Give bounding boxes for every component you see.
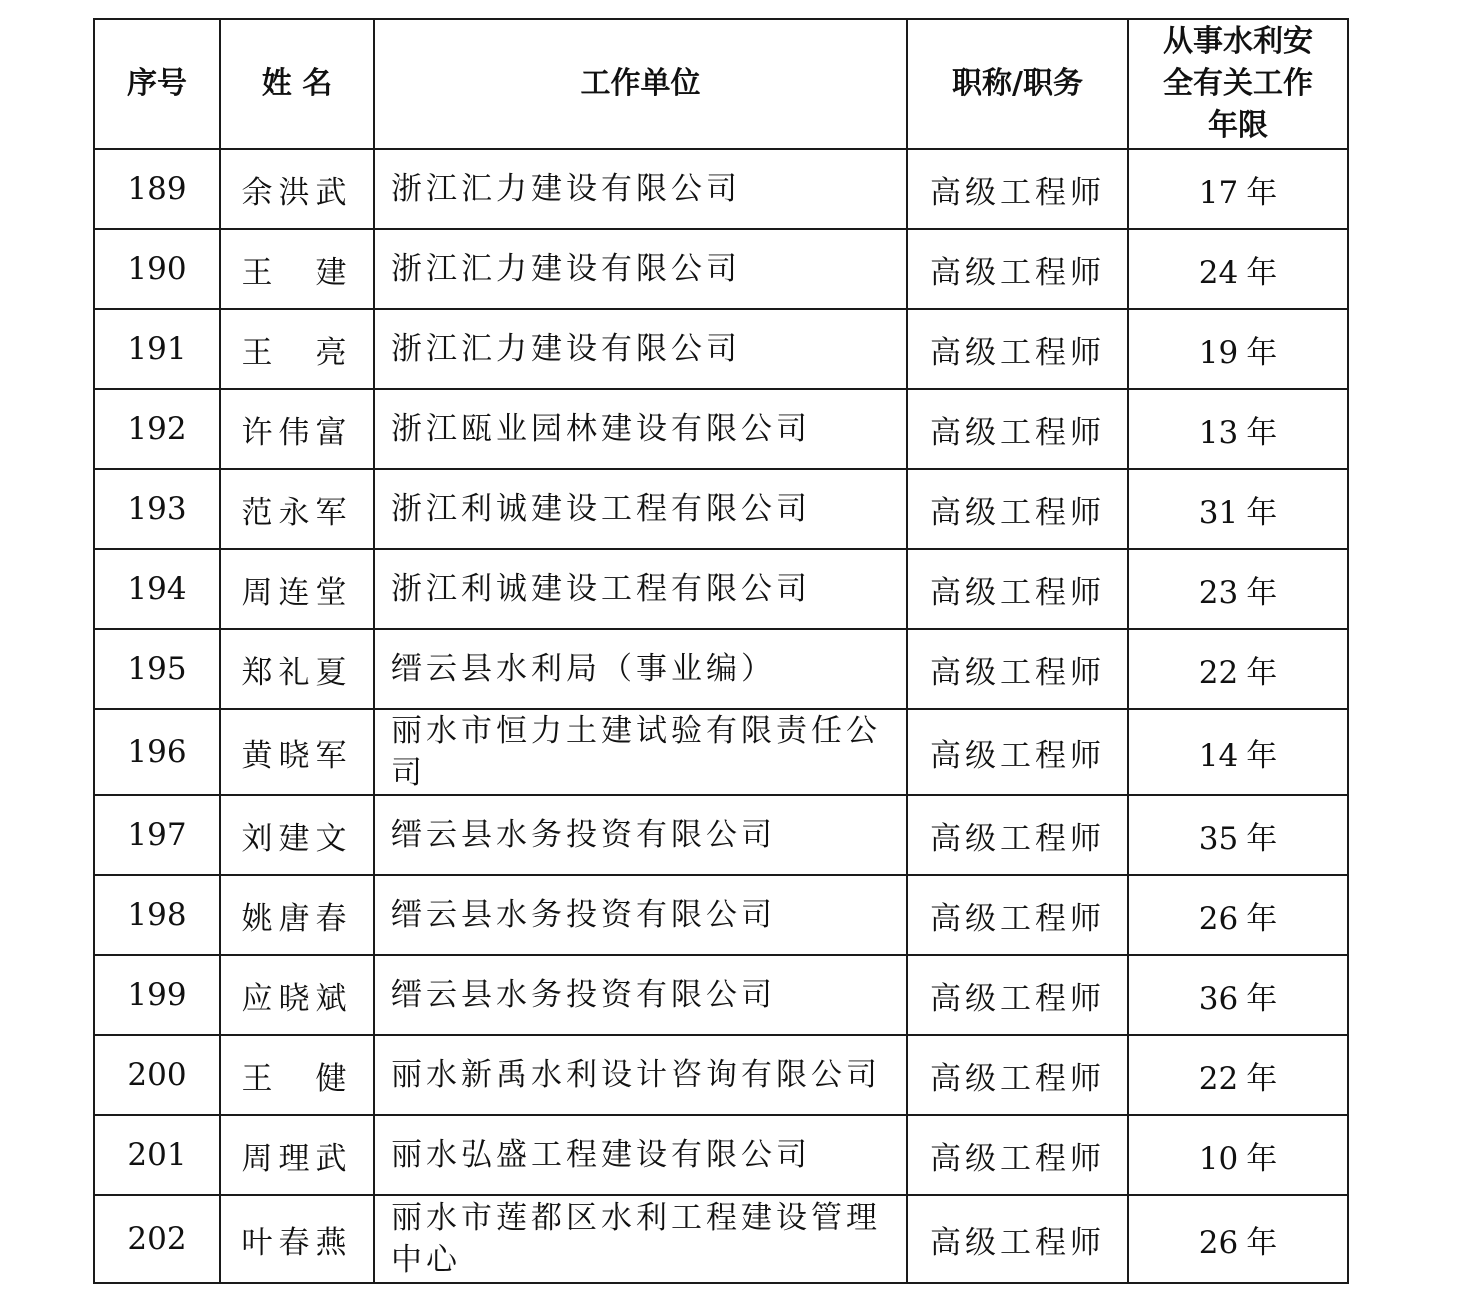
table-row <box>94 229 1348 309</box>
years-suffix: 年 <box>1246 414 1278 451</box>
years-value: 10 <box>1198 1140 1239 1177</box>
cell-name: 姚唐春 <box>220 875 374 955</box>
years-value: 35 <box>1198 820 1239 857</box>
cell-name: 王 亮 <box>220 309 374 389</box>
cell-seq: 202 <box>94 1195 220 1283</box>
years-suffix: 年 <box>1246 174 1278 211</box>
table-row <box>94 709 1348 795</box>
cell-years <box>1128 1035 1348 1115</box>
cell-unit: 丽水市莲都区水利工程建设管理中心 <box>374 1195 907 1283</box>
years-value: 22 <box>1198 654 1239 691</box>
table-row <box>94 149 1348 229</box>
cell-unit: 浙江瓯业园林建设有限公司 <box>374 389 907 469</box>
cell-unit: 浙江汇力建设有限公司 <box>374 229 907 309</box>
years-suffix: 年 <box>1246 1224 1278 1261</box>
cell-unit: 丽水弘盛工程建设有限公司 <box>374 1115 907 1195</box>
cell-title: 高级工程师 <box>907 955 1128 1035</box>
cell-name: 周连堂 <box>220 549 374 629</box>
cell-unit: 浙江汇力建设有限公司 <box>374 309 907 389</box>
header-unit: 工作单位 <box>374 19 907 149</box>
cell-years <box>1128 549 1348 629</box>
years-suffix: 年 <box>1246 980 1278 1017</box>
table-row <box>94 1035 1348 1115</box>
years-suffix: 年 <box>1246 1140 1278 1177</box>
years-value: 17 <box>1198 174 1239 211</box>
cell-name: 黄晓军 <box>220 709 374 795</box>
cell-seq: 200 <box>94 1035 220 1115</box>
years-suffix: 年 <box>1246 654 1278 691</box>
header-name: 姓 名 <box>220 19 374 149</box>
cell-unit: 丽水市恒力土建试验有限责任公司 <box>374 709 907 795</box>
cell-title: 高级工程师 <box>907 469 1128 549</box>
cell-unit: 浙江利诚建设工程有限公司 <box>374 469 907 549</box>
header-years <box>1128 19 1348 149</box>
personnel-list-sheet <box>93 18 1349 1284</box>
years-value: 22 <box>1198 1060 1239 1097</box>
cell-title: 高级工程师 <box>907 549 1128 629</box>
cell-name: 周理武 <box>220 1115 374 1195</box>
table-row <box>94 309 1348 389</box>
table-row <box>94 955 1348 1035</box>
table-row <box>94 389 1348 469</box>
personnel-table <box>93 18 1349 1284</box>
years-value: 23 <box>1198 574 1239 611</box>
years-value: 36 <box>1198 980 1239 1017</box>
cell-seq: 198 <box>94 875 220 955</box>
cell-title: 高级工程师 <box>907 629 1128 709</box>
cell-title: 高级工程师 <box>907 309 1128 389</box>
cell-seq: 197 <box>94 795 220 875</box>
cell-unit: 缙云县水务投资有限公司 <box>374 795 907 875</box>
cell-years <box>1128 1115 1348 1195</box>
cell-years <box>1128 469 1348 549</box>
header-years-label: 从事水利安全有关工作年限 <box>1163 24 1313 143</box>
cell-unit: 缙云县水利局（事业编） <box>374 629 907 709</box>
cell-title: 高级工程师 <box>907 709 1128 795</box>
cell-title: 高级工程师 <box>907 1195 1128 1283</box>
cell-name: 刘建文 <box>220 795 374 875</box>
cell-seq: 194 <box>94 549 220 629</box>
years-suffix: 年 <box>1246 737 1278 774</box>
cell-years <box>1128 709 1348 795</box>
cell-years <box>1128 229 1348 309</box>
cell-unit: 浙江汇力建设有限公司 <box>374 149 907 229</box>
cell-years <box>1128 629 1348 709</box>
cell-title: 高级工程师 <box>907 1035 1128 1115</box>
cell-seq: 189 <box>94 149 220 229</box>
years-value: 31 <box>1198 494 1239 531</box>
cell-seq: 190 <box>94 229 220 309</box>
cell-years <box>1128 389 1348 469</box>
years-value: 14 <box>1198 737 1239 774</box>
header-seq: 序号 <box>94 19 220 149</box>
cell-title: 高级工程师 <box>907 875 1128 955</box>
cell-unit: 浙江利诚建设工程有限公司 <box>374 549 907 629</box>
cell-title: 高级工程师 <box>907 1115 1128 1195</box>
cell-unit: 丽水新禹水利设计咨询有限公司 <box>374 1035 907 1115</box>
cell-seq: 199 <box>94 955 220 1035</box>
cell-years <box>1128 955 1348 1035</box>
table-row <box>94 795 1348 875</box>
table-row <box>94 1115 1348 1195</box>
years-value: 19 <box>1198 334 1239 371</box>
cell-name: 郑礼夏 <box>220 629 374 709</box>
table-row <box>94 469 1348 549</box>
cell-name: 范永军 <box>220 469 374 549</box>
table-header <box>94 19 1348 149</box>
table-row <box>94 549 1348 629</box>
years-value: 24 <box>1198 254 1239 291</box>
table-row <box>94 875 1348 955</box>
cell-seq: 196 <box>94 709 220 795</box>
cell-unit: 缙云县水务投资有限公司 <box>374 875 907 955</box>
cell-title: 高级工程师 <box>907 229 1128 309</box>
cell-years <box>1128 1195 1348 1283</box>
cell-years <box>1128 149 1348 229</box>
cell-title: 高级工程师 <box>907 389 1128 469</box>
cell-years <box>1128 875 1348 955</box>
years-suffix: 年 <box>1246 334 1278 371</box>
years-suffix: 年 <box>1246 574 1278 611</box>
cell-unit: 缙云县水务投资有限公司 <box>374 955 907 1035</box>
years-suffix: 年 <box>1246 1060 1278 1097</box>
years-suffix: 年 <box>1246 494 1278 531</box>
header-row <box>94 19 1348 149</box>
cell-title: 高级工程师 <box>907 795 1128 875</box>
cell-seq: 201 <box>94 1115 220 1195</box>
cell-seq: 191 <box>94 309 220 389</box>
table-row <box>94 629 1348 709</box>
cell-seq: 195 <box>94 629 220 709</box>
cell-name: 应晓斌 <box>220 955 374 1035</box>
years-value: 26 <box>1198 1224 1239 1261</box>
table-row <box>94 1195 1348 1283</box>
header-title: 职称/职务 <box>907 19 1128 149</box>
cell-years <box>1128 309 1348 389</box>
cell-name: 许伟富 <box>220 389 374 469</box>
cell-name: 王 建 <box>220 229 374 309</box>
cell-name: 叶春燕 <box>220 1195 374 1283</box>
cell-years <box>1128 795 1348 875</box>
cell-name: 余洪武 <box>220 149 374 229</box>
years-suffix: 年 <box>1246 900 1278 937</box>
cell-name: 王 健 <box>220 1035 374 1115</box>
cell-seq: 193 <box>94 469 220 549</box>
table-body <box>94 149 1348 1283</box>
years-suffix: 年 <box>1246 254 1278 291</box>
years-value: 26 <box>1198 900 1239 937</box>
cell-title: 高级工程师 <box>907 149 1128 229</box>
cell-seq: 192 <box>94 389 220 469</box>
years-value: 13 <box>1198 414 1239 451</box>
years-suffix: 年 <box>1246 820 1278 857</box>
